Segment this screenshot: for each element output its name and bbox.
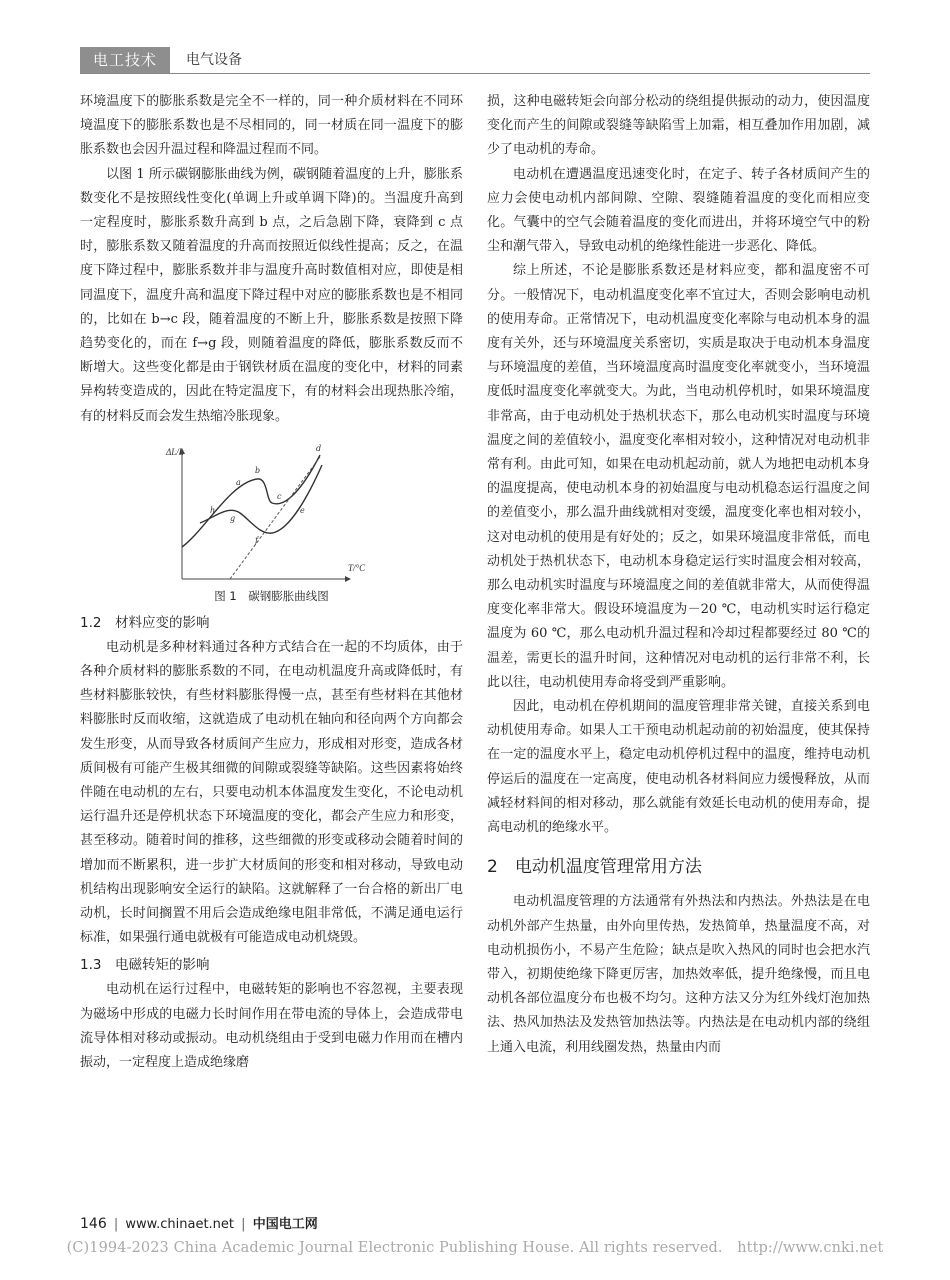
paragraph: 电动机是多种材料通过各种方式结合在一起的不均质体，由于各种介质材料的膨胀系数的不同，在电动机温度升高或降低时，有些材料膨胀较快，有些材料膨胀得慢一点，甚至有些材料在其他材料膨胀时反而收缩，这就造成了电动机在轴向和径向两个方向都会发生形变，从而导致各材质间产生应力，形成相对形变，造成各材质间极有可能产生极其细微的间隙或裂缝等缺陷。这些因素将始终伴随在电动机的左右，只要电动机本体温度发生变化，不论电动机运行温升还是停机状态下环境温度的变化，都会产生应力和形变，甚至移动。随着时间的推移，这些细微的形变或移动会随着时间的增加而不断累积，进一步扩大材质间的形变和相对移动，导致电动机结构出现影响安全运行的缺陷。这就解释了一台合格的新出厂电动机，长时间搁置不用后会造成绝缘电阻非常低，不满足通电运行标准，如果强行通电就极有可能造成电动机烧毁。 [80,639,463,946]
cooling-curve [200,465,322,533]
figure-caption: 图 1 碳钢膨胀曲线图 [214,588,329,603]
footer-site: www.chinaet.net [125,1217,235,1232]
point-label-h: h [210,505,216,515]
paragraph: 电动机在遭遇温度迅速变化时，在定子、转子各材质间产生的应力会使电动机内部间隙、空隙、裂缝随着温度的变化而相应变化。气囊中的空气会随着温度的变化而进出，并将环境空气中的粉尘和潮气带入，导致电动机的绝缘性能进一步恶化、降低。 [487,166,870,255]
footer-brand: 中国电工网 [252,1217,318,1232]
expansion-curve-chart [80,435,463,585]
paragraph: 损，这种电磁转矩会向部分松动的绕组提供振动的动力，使因温度变化而产生的间隙或裂缝等缺陷雪上加霜，相互叠加作用加剧，减少了电动机的寿命。 [487,94,870,158]
section-title: 电气设备 [186,52,242,68]
paragraph: 电动机温度管理的方法通常有外热法和内热法。外热法是在电动机外部产生热量，由外向里传热，发热简单，热量温度不高，对电动机损伤小，不易产生危险；缺点是吹入热风的同时也会把水汽带入，初期使绝缘下降更厉害，加热效率低，提升绝缘慢，而且电动机各部位温度分布也极不均匀。这种方法又分为红外线灯泡加热法、热风加热法及发热管加热法等。内热法是在电动机内部的绕组上通入电流，利用线圈发热，热量由内而 [487,894,870,1055]
point-label-a: a [236,477,241,487]
footer-separator: | [241,1217,246,1232]
section-heading: 2 电动机温度管理常用方法 [487,857,702,878]
footer-separator: | [113,1217,119,1232]
left-column [80,90,463,1075]
y-axis-label: ΔL/L [166,446,184,457]
point-label-f: f [255,535,258,545]
point-label-b: b [255,465,261,475]
section-tag: 电工技术 [80,47,170,73]
right-column [487,90,870,1060]
paragraph: 环境温度下的膨胀系数是完全不一样的，同一种介质材料在不同环境温度下的膨胀系数也是不尽相同的，同一材质在同一温度下的膨胀系数也会因升温过程和降温过程而不同。 [80,94,463,158]
copyright-watermark: (C)1994-2023 China Academic Journal Electronic Publishing House. All rights reserved. http://www.cnki.net [66,1240,884,1256]
heating-curve [182,455,320,547]
point-label-d: d [316,443,322,453]
paragraph: 以图 1 所示碳钢膨胀曲线为例，碳钢随着温度的上升，膨胀系数变化不是按照线性变化(单调上升或单调下降)的。当温度升高到一定程度时，膨胀系数升高到 b 点，之后急剧下降，衰降到 c 点时，膨胀系数又随着温度的升高而按照近似线性提高；反之，在温度下降过程中，膨胀系数并非与温度升高时数值相对应，即使是相同温度下，温度升高和温度下降过程中对应的膨胀系数也是不相同的，比如在 b→c 段，随着温度的不断上升，膨胀系数是按照下降趋势变化的，而在 f→g 段，则随着温度的降低，膨胀系数反而不断增大。这些变化都是由于钢铁材质在温度的变化中，材料的同素异构转变造成的，因此在特定温度下，有的材料会出现热胀冷缩，有的材料反而会发生热缩冷胀现象。 [80,166,463,424]
point-label-c: c [277,491,282,501]
paragraph: 综上所述，不论是膨胀系数还是材料应变，都和温度密不可分。一般情况下，电动机温度变化率不宜过大，否则会影响电动机的使用寿命。正常情况下，电动机温度变化率除与电动机本身的温度有关外，还与环境温度关系密切，实质是取决于电动机本身温度与环境温度的差值，当环境温度高时温度变化率就变小，当环境温度低时温度变化率就变大。为此，当电动机停机时，如果环境温度非常高，由于电动机处于热机状态下，那么电动机实时温度与环境温度之间的差值较小，温度变化率相对较小，这种情况对电动机非常有利。由此可知，如果在电动机起动前，就人为地把电动机本身的温度提高，使电动机本身的初始温度与电动机稳态运行温度之间的差值变小，那么温升曲线就相对变缓，温度变化率也相对较小，这对电动机的使用是有好处的；反之，如果环境温度非常低，而电动机处于热机状态下，电动机本身稳定运行实时温度会相对较高，那么电动机实时温度与环境温度之间的差值就非常大，从而使得温度变化率非常大。假设环境温度为－20 ℃，电动机实时运行稳定温度为 60 ℃，那么电动机升温过程和冷却过程都要经过 80 ℃的温差，需更长的温升时间，这种情况对电动机的运行非常不利，长此以往，电动机使用寿命将受到严重影响。 [487,263,870,690]
point-label-g: g [230,513,236,523]
page-footer [80,1213,318,1232]
linear-asymptote [230,457,320,579]
paragraph: 因此，电动机在停机期间的温度管理非常关键，直接关系到电动机使用寿命。如果人工干预电动机起动前的初始温度，使其保持在一定的温度水平上，稳定电动机停机过程中的温度，维持电动机停运后的温度在一定高度，使电动机各材料间应力缓慢释放，从而减轻材料间的相对移动，那么就能有效延长电动机的使用寿命，提高电动机的绝缘水平。 [487,699,870,836]
paragraph: 电动机在运行过程中，电磁转矩的影响也不容忽视，主要表现为磁场中形成的电磁力长时间作用在带电流的导体上，会造成带电流导体相对移动或振动。电动机绕组由于受到电磁力作用而在槽内振动，一定程度上造成绝缘磨 [80,982,463,1071]
subsection-heading: 1.2 材料应变的影响 [80,614,210,631]
subsection-heading: 1.3 电磁转矩的影响 [80,957,210,974]
page-header [80,47,870,74]
point-label-e: e [300,505,305,515]
figure-expansion-curve [80,435,463,585]
page-number: 146 [80,1216,107,1232]
x-axis-label: T/°C [348,562,366,573]
